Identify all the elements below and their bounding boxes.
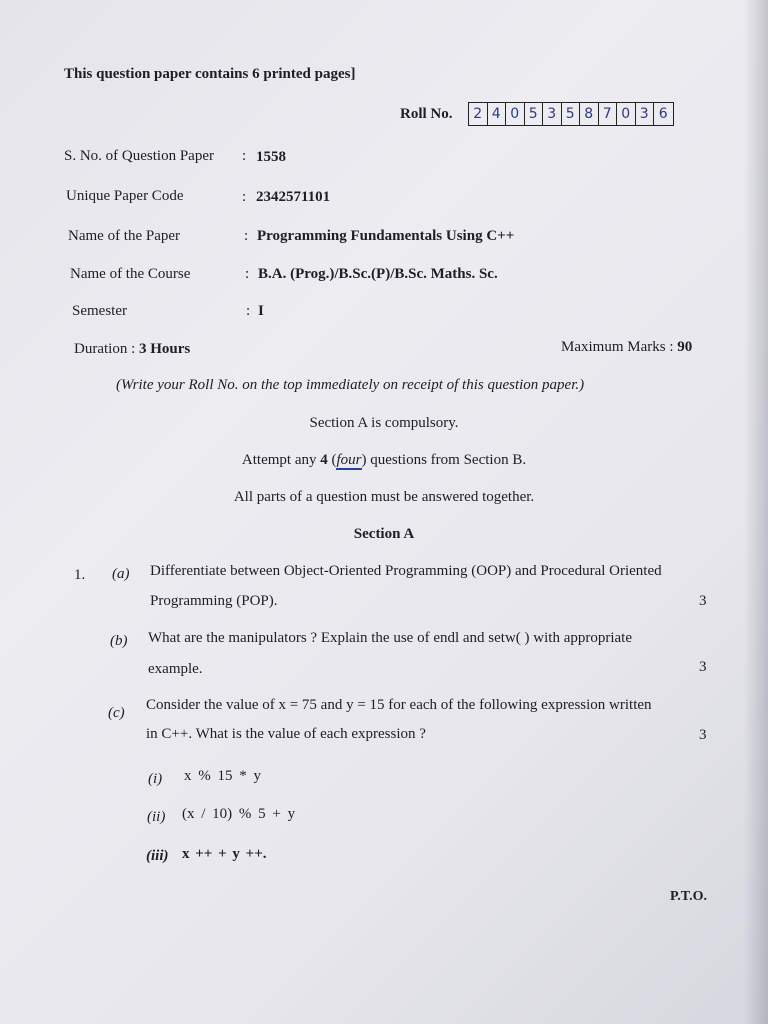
part-c-line1: Consider the value of x = 75 and y = 15 for each of the following expression written: [146, 697, 652, 713]
roll-digit: 3: [543, 103, 562, 125]
meta-label-paper-code: Unique Paper Code: [66, 188, 184, 204]
roll-label: Roll No.: [400, 106, 453, 122]
part-a-line1: Differentiate between Object-Oriented Programming (OOP) and Procedural Oriented: [150, 563, 662, 579]
part-a-marks: 3: [699, 593, 707, 609]
part-c-line2: in C++. What is the value of each expression ?: [146, 726, 426, 742]
subpart-label-ii: (ii): [147, 809, 166, 825]
instruction-parts: All parts of a question must be answered together.: [233, 489, 535, 505]
max-marks-label: Maximum Marks :: [561, 339, 674, 355]
meta-label-serial: S. No. of Question Paper: [64, 148, 214, 164]
roll-digit: 7: [599, 103, 618, 125]
roll-digit: 5: [525, 103, 544, 125]
subpart-label-iii: (iii): [146, 848, 169, 864]
meta-value-serial: 1558: [256, 149, 286, 165]
section-title: Section A: [353, 526, 415, 542]
subpart-expr-iii: x ++ + y ++.: [182, 846, 267, 862]
meta-value-course: B.A. (Prog.)/B.Sc.(P)/B.Sc. Maths. Sc.: [258, 266, 498, 282]
attempt-post: questions from Section B.: [370, 452, 527, 468]
subpart-expr-i: x % 15 * y: [184, 768, 261, 784]
roll-digit: 0: [617, 103, 636, 125]
roll-digit: 5: [562, 103, 581, 125]
duration: [74, 341, 190, 358]
max-marks: [561, 339, 692, 356]
part-b-line1: What are the manipulators ? Explain the use of endl and setw( ) with appropriate: [148, 630, 632, 646]
meta-value-semester: I: [258, 303, 264, 319]
roll-digit: 2: [469, 103, 488, 125]
duration-value: 3 Hours: [139, 341, 191, 357]
instruction-attempt: Attempt any 4 (four) questions from Section B.: [241, 452, 527, 468]
meta-sep: :: [242, 189, 247, 205]
subpart-expr-ii: (x / 10) % 5 + y: [182, 806, 296, 822]
roll-digit: 4: [488, 103, 507, 125]
meta-sep: :: [242, 148, 247, 164]
part-label-b: (b): [110, 633, 128, 649]
roll-digit: 3: [636, 103, 655, 125]
attempt-word: four: [336, 452, 362, 468]
question-number: 1.: [74, 567, 86, 583]
meta-label-course: Name of the Course: [70, 266, 191, 282]
meta-sep: :: [244, 228, 249, 244]
instruction-section-a: Section A is compulsory.: [309, 415, 459, 431]
part-c-marks: 3: [699, 727, 707, 743]
roll-digit: 6: [658, 106, 668, 122]
part-b-line2: example.: [148, 661, 203, 677]
meta-label-semester: Semester: [72, 303, 127, 319]
max-marks-value: 90: [677, 339, 693, 355]
roll-digit: 0: [506, 103, 525, 125]
pto-label: P.T.O.: [670, 889, 707, 904]
meta-label-paper-name: Name of the Paper: [68, 228, 181, 244]
part-b-marks: 3: [699, 659, 707, 675]
meta-value-paper-code: 2342571101: [256, 189, 331, 205]
part-label-a: (a): [112, 566, 130, 582]
attempt-number: 4: [320, 452, 328, 468]
subpart-label-i: (i): [148, 771, 163, 787]
roll-digit: 8: [580, 103, 599, 125]
meta-sep: :: [245, 266, 250, 282]
roll-number-box: [468, 102, 674, 126]
page-edge-shadow: [744, 0, 768, 1024]
roll-instruction: (Write your Roll No. on the top immediately on receipt of this question paper.): [116, 377, 585, 393]
part-label-c: (c): [108, 705, 125, 721]
meta-sep: :: [246, 303, 251, 319]
part-a-line2: Programming (POP).: [150, 593, 278, 609]
meta-value-paper-name: Programming Fundamentals Using C++: [257, 228, 515, 244]
pages-note: This question paper contains 6 printed pages]: [64, 66, 356, 82]
duration-label: Duration :: [74, 341, 136, 357]
attempt-pre: Attempt any: [241, 452, 317, 468]
